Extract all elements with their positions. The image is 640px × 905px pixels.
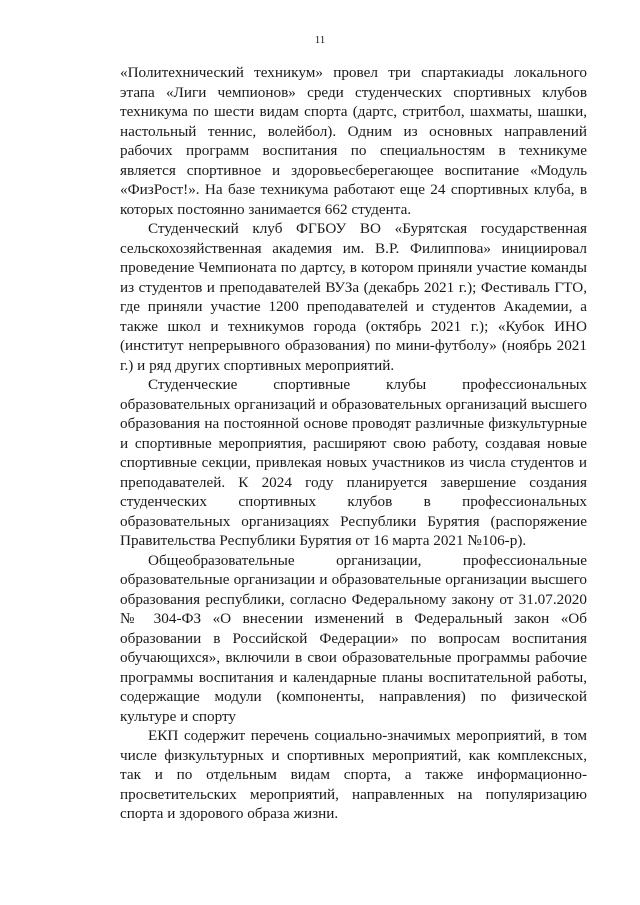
paragraph-student-sport-clubs: Студенческие спортивные клубы профессиональных образовательных организаций и образовательных организаций высшего образования на постоянной основе проводят различные физкультурные и спортивные мероприятия, расширяют свою работу, создавая новые спортивные секции, привлекая новых участников из числа студентов и преподавателей. К 2024 году планируется завершение создания студенческих спортивных клубов в профессиональных образовательных организациях Республики Бурятия (распоряжение Правительства Республики Бурятия от 16 марта 2021 №106-р). bbox=[120, 376, 587, 549]
paragraph-educational-organizations: Общеобразовательные организации, профессиональные образовательные организации и образовательные организации высшего образования республики, согласно Федеральному закону от 31.07.2020 № 304-ФЗ «О внесении изменений в Федеральный закон «Об образовании в Российской Федерации» по вопросам воспитания обучающихся», включили в свои образовательные программы рабочие программы воспитания и календарные планы воспитательной работы, содержащие модули (компоненты, направления) по физической культуре и спорту bbox=[120, 551, 587, 725]
paragraph-ekp-events: ЕКП содержит перечень социально-значимых мероприятий, в том числе физкультурных и спортивных мероприятий, как комплексных, так и по отдельным видам спорта, а также информационно-просветительских мероприятий, направленных на популяризацию спорта и здорового образа жизни. bbox=[120, 727, 587, 822]
paragraph-politech-college: «Политехнический техникум» провел три спартакиады локального этапа «Лиги чемпионов» среди студенческих спортивных клубов техникума по шести видам спорта (дартс, стритбол, шахматы, шашки, настольный теннис, волейбол). Одним из основных направлений рабочих программ воспитания по специальностям в техникуме является спортивное и здоровьесберегающее воспитание «Модуль «ФизРост!». На базе техникума работают еще 24 спортивных клуба, в которых постоянно занимается 662 студента. bbox=[120, 64, 587, 218]
document-body bbox=[120, 63, 587, 824]
page-number: 11 bbox=[314, 34, 326, 46]
paragraph-agri-academy-club: Студенческий клуб ФГБОУ ВО «Бурятская государственная сельскохозяйственная академия им. В.Р. Филиппова» инициировал проведение Чемпионата по дартсу, в котором приняли участие команды из студентов и преподавателей ВУЗа (декабрь 2021 г.); Фестиваль ГТО, где приняли участие 1200 преподавателей и студентов Академии, а также школ и техникумов города (октябрь 2021 г.); «Кубок ИНО (институт непрерывного образования) по мини-футболу» (ноябрь 2021 г.) и ряд других спортивных мероприятий. bbox=[120, 220, 587, 374]
